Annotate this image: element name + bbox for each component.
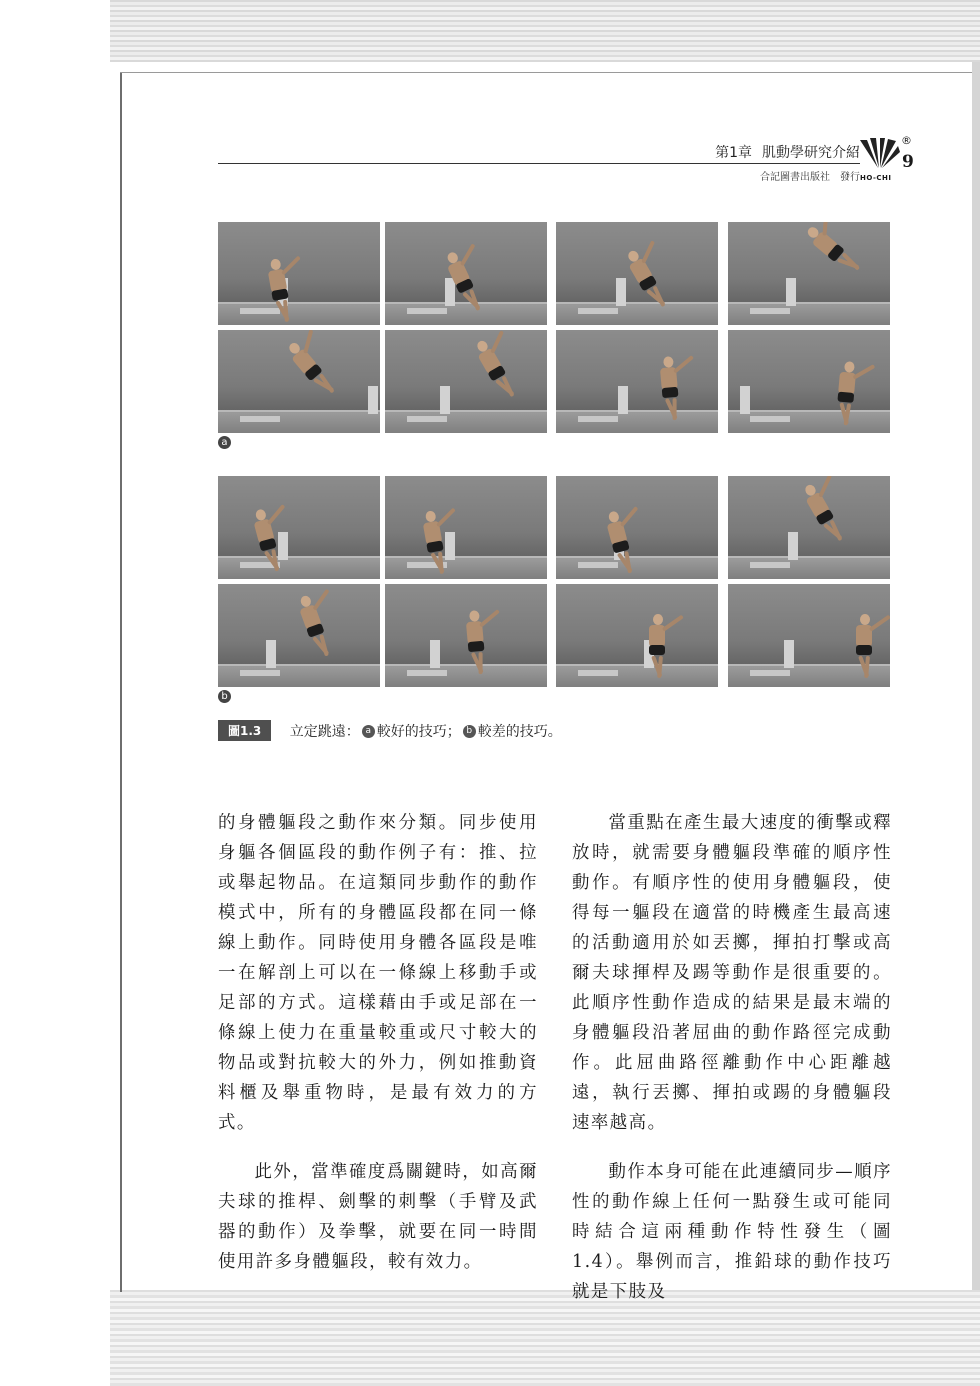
figure-photo <box>218 222 380 325</box>
figure-photo <box>728 476 890 579</box>
page-spine-line <box>120 72 122 1292</box>
figure-caption <box>218 720 562 740</box>
caption-a-text: 較好的技巧； <box>376 723 461 740</box>
page-top-edge <box>120 72 972 73</box>
running-header <box>218 134 914 188</box>
caption-b-text: 較差的技巧。 <box>477 723 562 740</box>
page-number: 9 <box>902 152 914 172</box>
figure-photo <box>556 476 718 579</box>
caption-text <box>290 724 562 740</box>
figure-tag: 圖1.3 <box>218 720 271 741</box>
publisher-logo-icon <box>858 136 900 178</box>
scan-edge-right <box>972 62 980 1290</box>
registered-mark-icon: ® <box>901 134 912 147</box>
figure-photo <box>556 330 718 433</box>
body-paragraph: 動作本身可能在此連續同步—順序性的動作線上任何一點發生或可能同時結合這兩種動作特性發生（圖1.4）。舉例而言，推鉛球的動作技巧就是下肢及 <box>572 1162 892 1302</box>
caption-prefix: 立定跳遠： <box>289 723 360 740</box>
panel-a-label: a <box>218 436 231 449</box>
figure-photo <box>385 222 547 325</box>
figure-photo <box>218 476 380 579</box>
figure-photo <box>218 584 380 687</box>
figure-photo <box>385 330 547 433</box>
caption-a-mark: a <box>362 725 375 738</box>
caption-b-mark: b <box>463 725 476 738</box>
chapter-heading <box>705 142 860 162</box>
panel-b-label: b <box>218 690 231 703</box>
publisher-credit: 合記圖書出版社 發行 <box>760 172 860 183</box>
logo-text: HO-CHI <box>860 174 892 182</box>
body-column-right <box>572 808 892 1326</box>
body-paragraph: 此外，當準確度爲關鍵時，如高爾夫球的推桿、劍擊的刺擊（手臂及武器的動作）及拳擊，就要在同一時間使用許多身體軀段，較有效力。 <box>218 1162 538 1272</box>
figure-photo <box>385 476 547 579</box>
figure-photo <box>556 222 718 325</box>
chapter-title: 肌動學研究介紹 <box>762 145 860 161</box>
body-column-left <box>218 808 538 1296</box>
figure-photo <box>218 330 380 433</box>
header-rule <box>218 163 860 164</box>
body-paragraph: 的身體軀段之動作來分類。同步使用身軀各個區段的動作例子有：推、拉或舉起物品。在這類同步動作的動作模式中，所有的身體區段都在同一條線上動作。同時使用身體各區段是唯一在解剖上可以在一條線上移動手或足部的方式。這樣藉由手或足部在一條線上使力在重量較重或尺寸較大的物品或對抗較大的外力，例如推動資料櫃及舉重物時，是最有效力的方式。 <box>218 813 538 1133</box>
figure-photo <box>385 584 547 687</box>
figure-photo <box>728 222 890 325</box>
body-paragraph: 當重點在產生最大速度的衝擊或釋放時，就需要身體軀段準確的順序性動作。有順序性的使用身體軀段，使得每一軀段在適當的時機產生最高速的活動適用於如丟擲，揮拍打擊或高爾夫球揮桿及踢等動作是很重要的。此順序性動作造成的結果是最末端的身體軀段沿著屈曲的動作路徑完成動作。此屈曲路徑離動作中心距離越遠，執行丟擲、揮拍或踢的身體軀段速率越高。 <box>572 813 892 1133</box>
figure-photo <box>728 330 890 433</box>
figure-photo <box>728 584 890 687</box>
scan-edge-top <box>110 0 980 62</box>
figure-photo <box>556 584 718 687</box>
chapter-number: 第1章 <box>715 145 752 161</box>
